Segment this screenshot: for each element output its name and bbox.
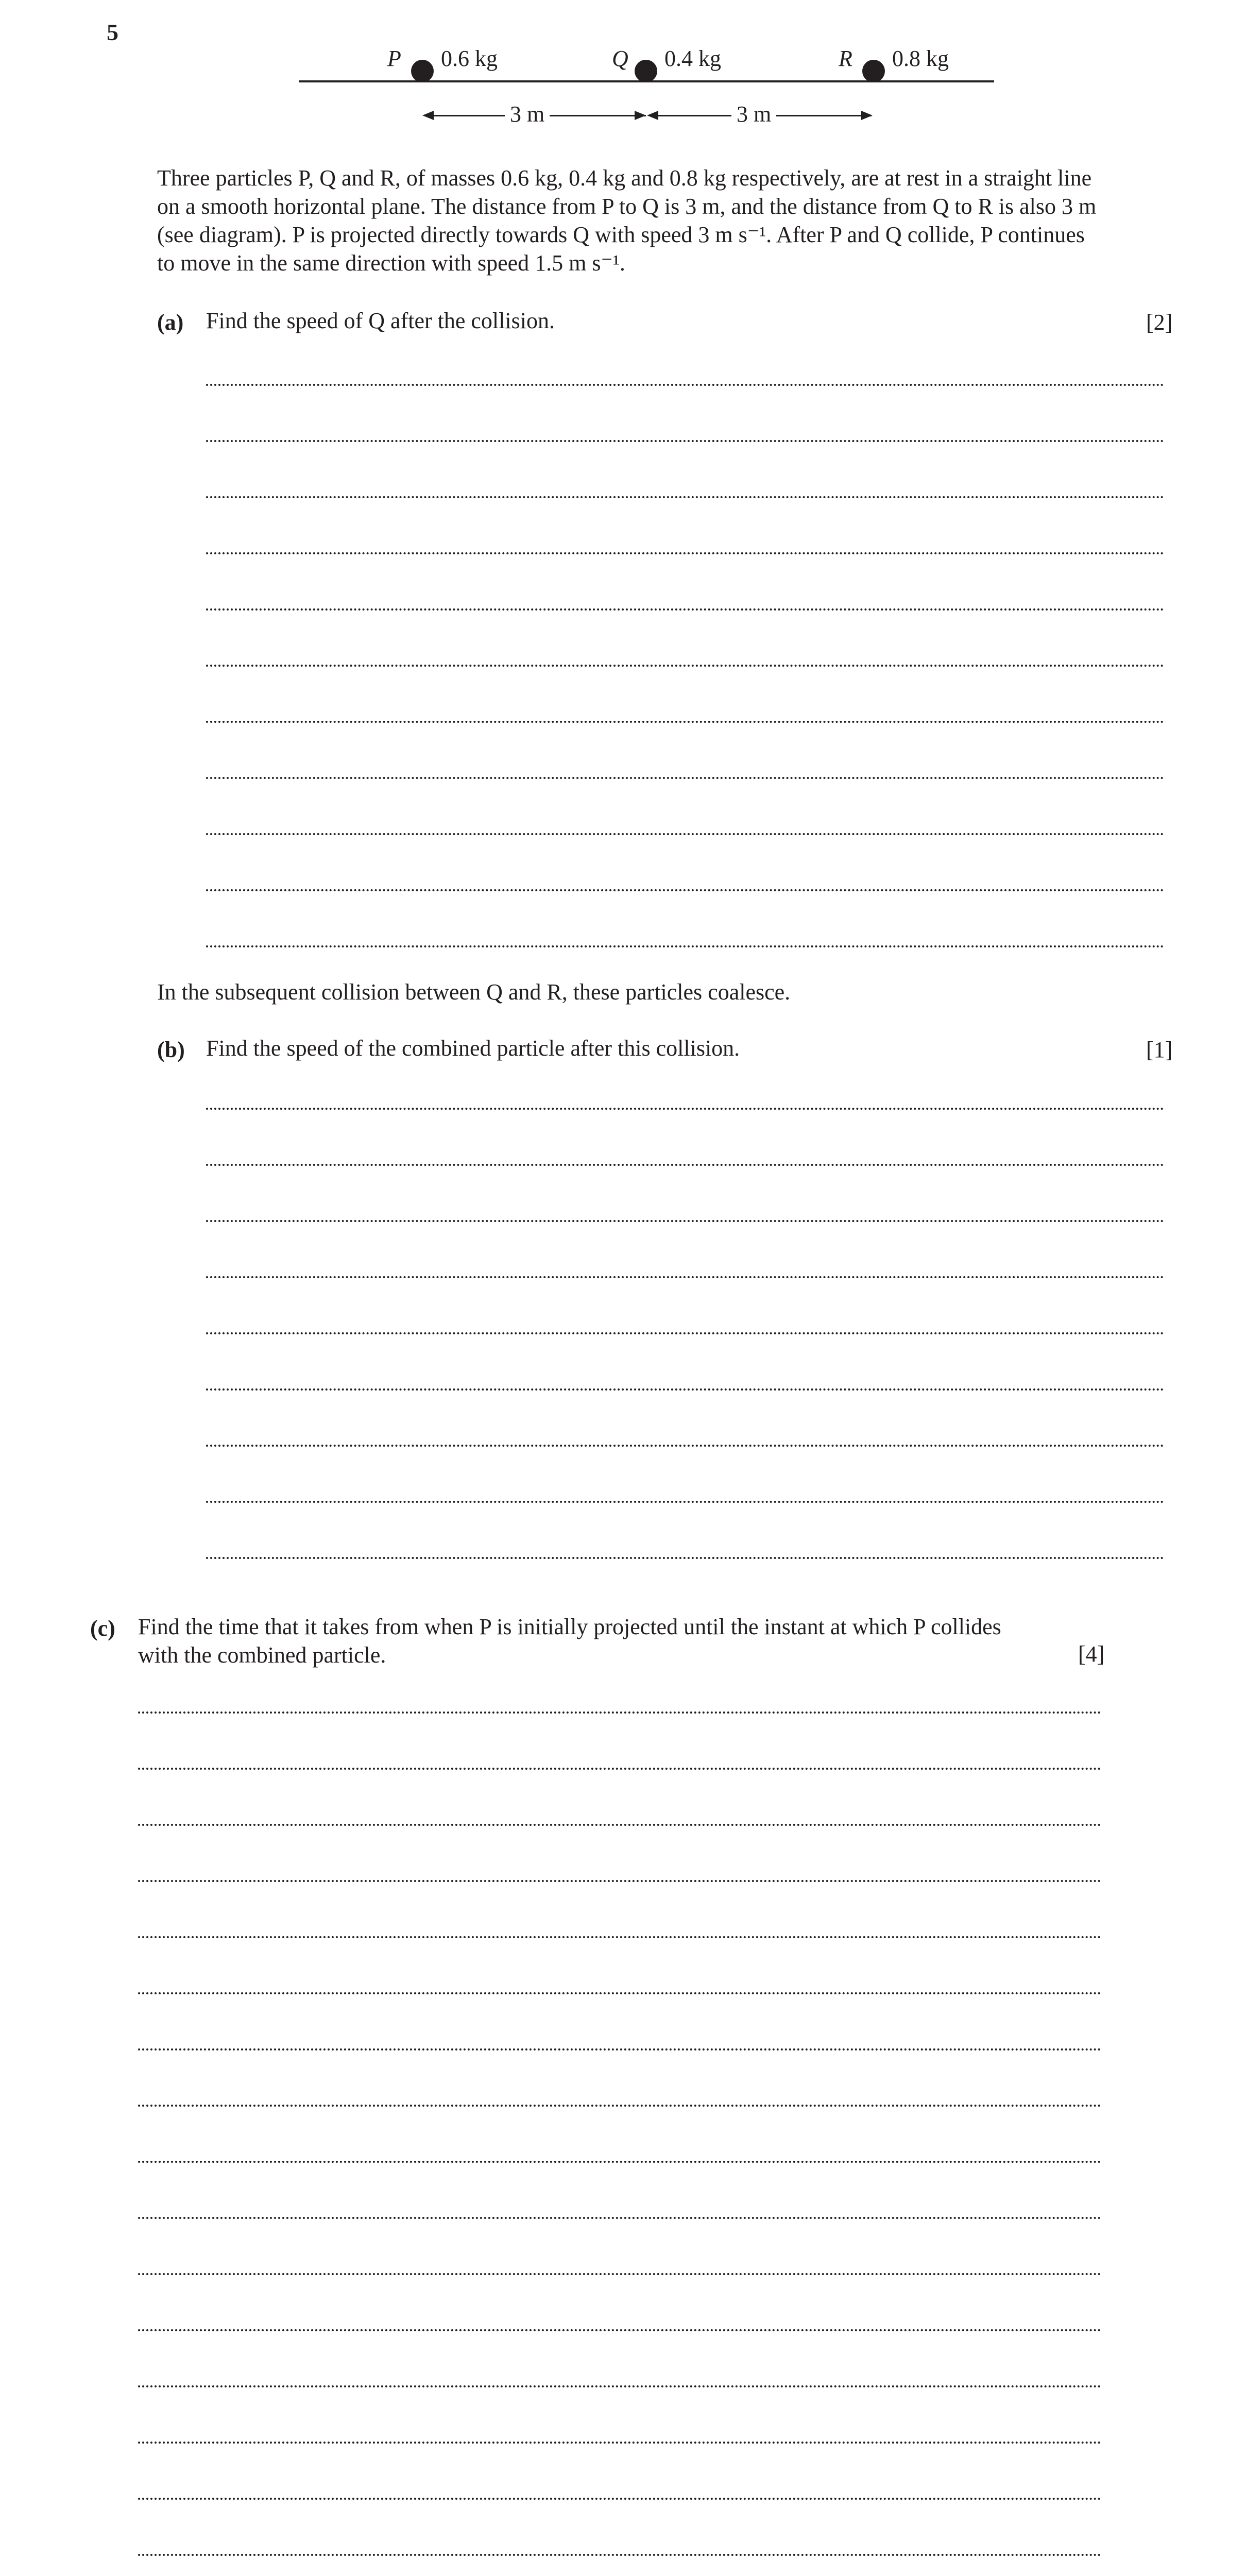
particle-mass-p: 0.6 kg: [441, 46, 498, 71]
particle-p-dot: [411, 60, 434, 82]
answer-line[interactable]: [206, 1332, 1164, 1334]
answer-line[interactable]: [206, 665, 1164, 667]
answer-line[interactable]: [206, 384, 1164, 386]
middle-text: In the subsequent collision between Q and R, these particles coalesce.: [157, 979, 791, 1005]
part-a-marks: [2]: [1146, 310, 1173, 335]
part-c-label: (c): [90, 1616, 115, 1641]
answer-line[interactable]: [206, 777, 1164, 779]
part-a-text: Find the speed of Q after the collision.: [206, 308, 555, 333]
answer-line[interactable]: [138, 2554, 1101, 2556]
part-c-line-2: with the combined particle.: [138, 1642, 386, 1668]
distance-label-pq: 3 m: [505, 101, 550, 127]
answer-line[interactable]: [206, 1388, 1164, 1391]
answer-line[interactable]: [138, 2273, 1101, 2275]
answer-line[interactable]: [138, 1936, 1101, 1938]
intro-line-3: (see diagram). P is projected directly towards Q with speed 3 m s⁻¹. After P and Q collide, P continues: [157, 222, 1085, 247]
intro-line-1: Three particles P, Q and R, of masses 0.6 kg, 0.4 kg and 0.8 kg respectively, are at rest in a straight line: [157, 165, 1092, 191]
intro-line-4: to move in the same direction with speed 1.5 m s⁻¹.: [157, 250, 625, 276]
particle-diagram: [299, 31, 999, 134]
arrow-right-head-2: [861, 111, 873, 120]
answer-line[interactable]: [206, 889, 1164, 891]
part-b-text: Find the speed of the combined particle after this collision.: [206, 1036, 740, 1061]
answer-line[interactable]: [138, 2161, 1101, 2163]
part-c-line-1: Find the time that it takes from when P is initially projected until the instant at which P collides: [138, 1614, 1001, 1639]
answer-line[interactable]: [138, 2048, 1101, 2050]
part-c-marks: [4]: [1078, 1641, 1105, 1667]
answer-line[interactable]: [138, 1711, 1101, 1714]
part-a-label: (a): [157, 310, 184, 335]
answer-line[interactable]: [206, 1220, 1164, 1222]
answer-line[interactable]: [138, 2442, 1101, 2444]
question-number: 5: [107, 19, 118, 45]
answer-line[interactable]: [206, 552, 1164, 554]
particle-label-q: Q: [612, 46, 628, 71]
answer-line[interactable]: [138, 2329, 1101, 2331]
answer-line[interactable]: [138, 1880, 1101, 1882]
particle-q-dot: [635, 60, 657, 82]
particle-label-r: R: [839, 46, 852, 71]
intro-line-2: on a smooth horizontal plane. The distance from P to Q is 3 m, and the distance from Q to R is also 3 m: [157, 194, 1097, 219]
answer-line[interactable]: [206, 496, 1164, 498]
answer-line[interactable]: [206, 1108, 1164, 1110]
answer-line[interactable]: [138, 1824, 1101, 1826]
answer-line[interactable]: [138, 2498, 1101, 2500]
answer-line[interactable]: [138, 2105, 1101, 2107]
answer-line[interactable]: [206, 1164, 1164, 1166]
answer-line[interactable]: [206, 440, 1164, 442]
answer-line[interactable]: [206, 1276, 1164, 1278]
answer-line[interactable]: [138, 1768, 1101, 1770]
part-b-marks: [1]: [1146, 1037, 1173, 1062]
answer-line[interactable]: [206, 1445, 1164, 1447]
arrow-right-head-1: [635, 111, 646, 120]
answer-line[interactable]: [206, 721, 1164, 723]
answer-line[interactable]: [206, 1557, 1164, 1559]
answer-line[interactable]: [206, 945, 1164, 947]
particle-label-p: P: [387, 46, 401, 71]
answer-line[interactable]: [206, 833, 1164, 835]
part-b-label: (b): [157, 1037, 185, 1062]
answer-line[interactable]: [138, 1992, 1101, 1994]
answer-line[interactable]: [206, 1501, 1164, 1503]
particle-mass-r: 0.8 kg: [892, 46, 949, 71]
distance-label-qr: 3 m: [731, 101, 776, 127]
particle-mass-q: 0.4 kg: [664, 46, 721, 71]
answer-line[interactable]: [206, 608, 1164, 611]
answer-line[interactable]: [138, 2385, 1101, 2387]
answer-line[interactable]: [138, 2217, 1101, 2219]
particle-r-dot: [862, 60, 885, 82]
